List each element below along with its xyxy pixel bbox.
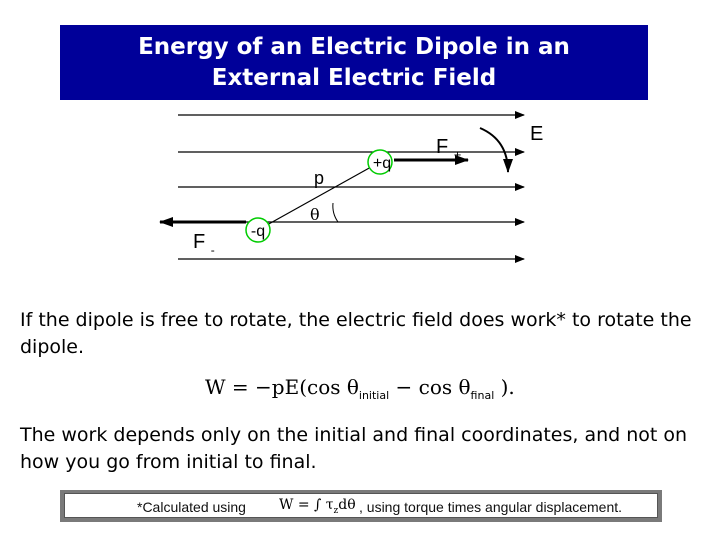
- dipole-diagram: [0, 100, 720, 270]
- paragraph-path-independence: The work depends only on the initial and final coordinates, and not on how you go from initial to final.: [20, 424, 688, 473]
- footnote-formula: [279, 497, 356, 516]
- equation-middle: − cos θ: [389, 375, 471, 399]
- footnote-text-before: *Calculated using: [137, 499, 246, 515]
- force-pos-label: [436, 136, 461, 162]
- negative-charge-label: -q: [250, 223, 266, 240]
- dipole-label: p: [314, 168, 325, 188]
- rotation-arrow: [480, 128, 508, 172]
- footnote-inner: [64, 493, 658, 518]
- equation-sub-initial: initial: [358, 389, 390, 402]
- footnote-formula-end: dθ: [338, 497, 356, 513]
- force-neg-sub: -: [210, 243, 215, 257]
- equation-lhs: W = −pE(cos θ: [205, 375, 359, 399]
- angle-label: θ: [310, 205, 320, 224]
- title-line-2: External Electric Field: [211, 64, 497, 91]
- footnote-formula-main: W = ∫ τ: [279, 497, 334, 513]
- footnote-box: [60, 490, 662, 522]
- work-equation: [205, 375, 515, 402]
- angle-arc: [333, 203, 338, 222]
- force-pos-sub: +: [453, 147, 462, 162]
- equation-rhs: ).: [494, 375, 515, 399]
- footnote-text-after: , using torque times angular displacement.: [359, 499, 623, 515]
- force-neg-letter: F: [193, 231, 206, 253]
- force-pos-letter: F: [436, 136, 449, 158]
- equation-sub-final: final: [470, 389, 495, 402]
- positive-charge-label: +q: [372, 155, 392, 172]
- title-banner: [60, 25, 648, 100]
- footnote-formula-sub: z: [333, 505, 339, 516]
- field-label: E: [530, 123, 544, 145]
- paragraph-work-by-field: If the dipole is free to rotate, the electric field does work* to rotate the dipole.: [20, 309, 692, 358]
- title-line-1: Energy of an Electric Dipole in an: [138, 33, 570, 60]
- force-neg-label: [193, 231, 215, 257]
